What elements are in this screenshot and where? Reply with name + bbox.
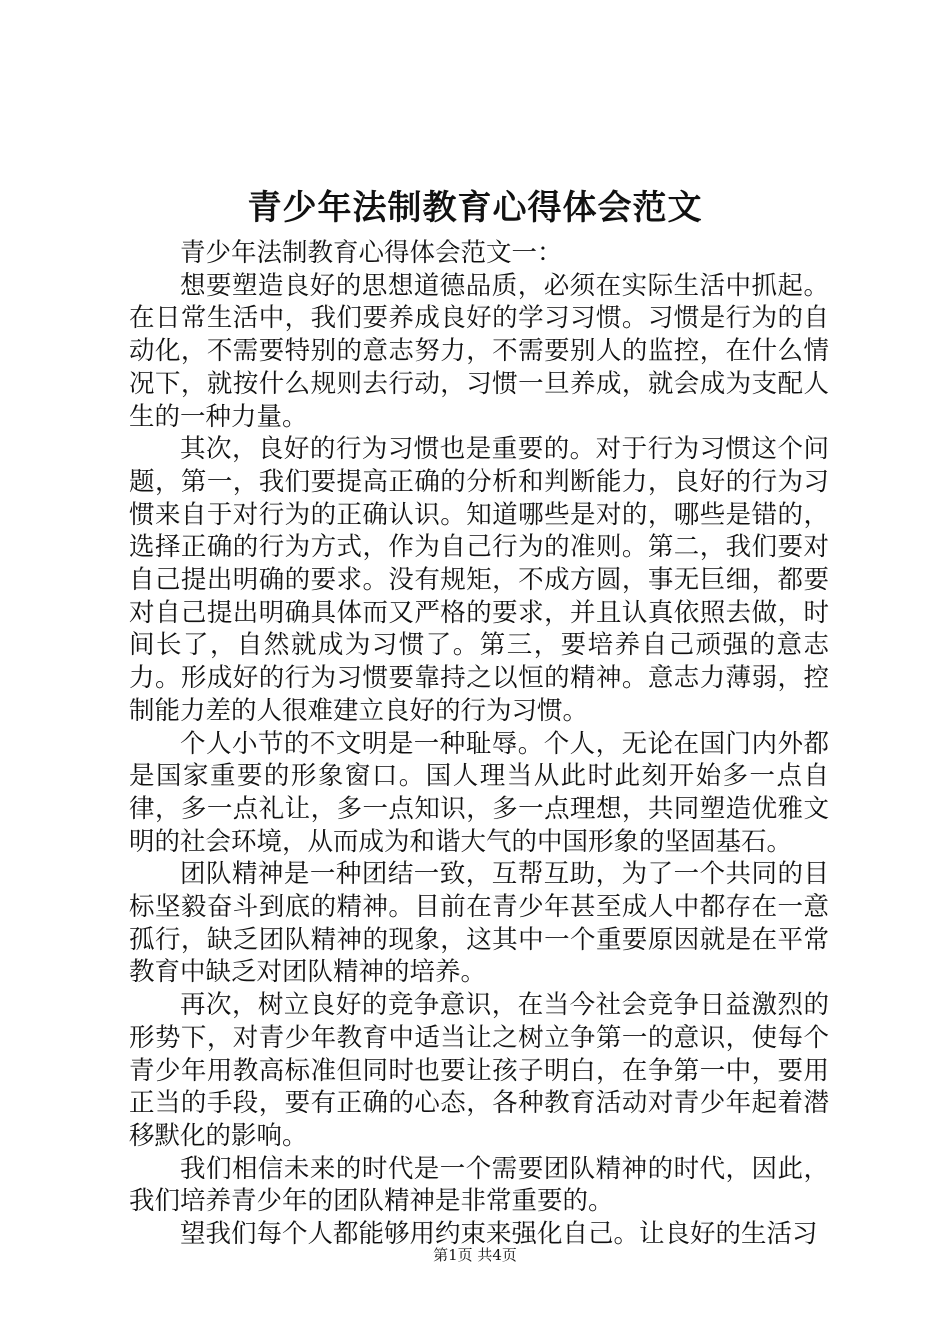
page-number-footer: 第1页 共4页: [433, 1246, 517, 1264]
document-body: [129, 237, 829, 1251]
paragraph-future: 我们相信未来的时代是一个需要团队精神的时代，因此，我们培养青少年的团队精神是非常重要的。: [129, 1153, 829, 1217]
paragraph-team-spirit: 团队精神是一种团结一致，互帮互助，为了一个共同的目标坚毅奋斗到底的精神。目前在青少年甚至成人中都存在一意孤行，缺乏团队精神的现象，这其中一个重要原因就是在平常教育中缺乏对团队精神的培养。: [129, 859, 829, 988]
document-title: 青少年法制教育心得体会范文: [247, 188, 703, 228]
paragraph-intro: 青少年法制教育心得体会范文一：: [180, 238, 563, 268]
paragraph-closing: 望我们每个人都能够用约束来强化自己。让良好的生活习: [180, 1219, 818, 1250]
paragraph-study-habits: 想要塑造良好的思想道德品质，必须在实际生活中抓起。在日常生活中，我们要养成良好的学习习惯。习惯是行为的自动化，不需要特别的意志努力，不需要别人的监控，在什么情况下，就按什么规则去行动，习惯一旦养成，就会成为支配人生的一种力量。: [129, 270, 829, 432]
paragraph-behavior-habits: 其次，良好的行为习惯也是重要的。对于行为习惯这个问题，第一，我们要提高正确的分析和判断能力，良好的行为习惯来自于对行为的正确认识。知道哪些是对的，哪些是错的，选择正确的行为方式，作为自己行为的准则。第二，我们要对自己提出明确的要求。没有规矩，不成方圆，事无巨细，都要对自己提出明确具体而又严格的要求，并且认真依照去做，时间长了，自然就成为习惯了。第三，要培养自己顽强的意志力。形成好的行为习惯要靠持之以恒的精神。意志力薄弱，控制能力差的人很难建立良好的行为习惯。: [129, 434, 829, 726]
paragraph-competition: 再次，树立良好的竞争意识，在当今社会竞争日益激烈的形势下，对青少年教育中适当让之树立争第一的意识，使每个青少年用教高标准但同时也要让孩子明白，在争第一中，要用正当的手段，要有正确的心态，各种教育活动对青少年起着潜移默化的影响。: [129, 990, 829, 1151]
paragraph-civility: 个人小节的不文明是一种耻辱。个人，无论在国门内外都是国家重要的形象窗口。国人理当从此时此刻开始多一点自律，多一点礼让，多一点知识，多一点理想，共同塑造优雅文明的社会环境，从而成为和谐大气的中国形象的坚固基石。: [129, 728, 829, 857]
